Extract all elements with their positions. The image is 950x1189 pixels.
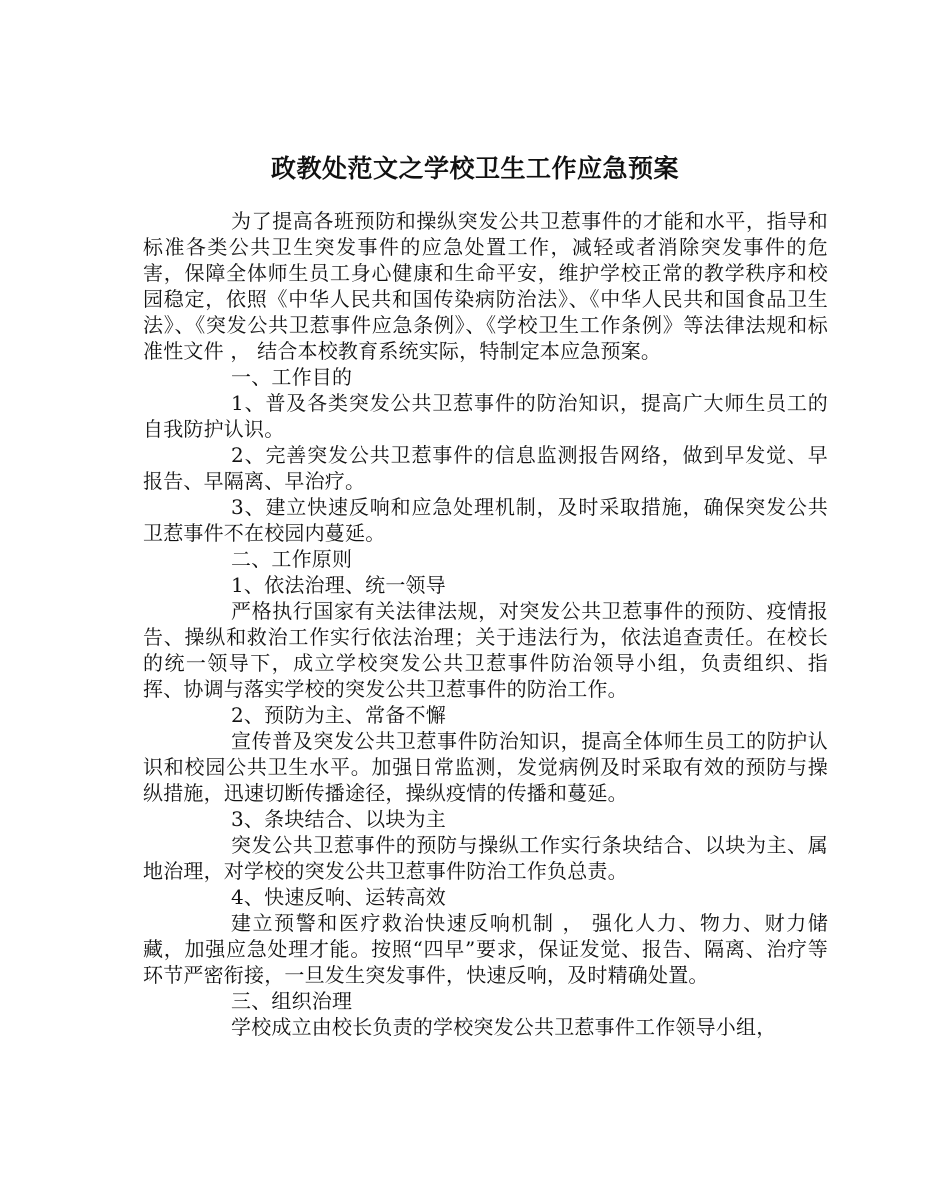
- section-heading-purpose: 一、工作目的: [231, 365, 353, 389]
- subheading-principle-2: 2、预防为主、常备不懈: [231, 703, 446, 727]
- section-heading-organization: 三、组织治理: [231, 989, 353, 1013]
- section-heading-principles: 二、工作原则: [231, 547, 353, 571]
- paragraph-organization: 学校成立由校长负责的学校突发公共卫惹事件工作领导小组，: [231, 1015, 777, 1039]
- paragraph-intro: 为了提高各班预防和操纵突发公共卫惹事件的才能和水平，指导和标准各类公共卫生突发事件的应急处置工作，减轻或者消除突发事件的危害，保障全体师生员工身心健康和生命平安，维护学校正常的教学秩序和校园稳定，依照《中华人民共和国传染病防治法》、《中华人民共和国食品卫生法》、《突发公共卫惹事件应急条例》、《学校卫生工作条例》等法律法规和标准性文件 ， 结合本校教育系统实际，特制定本应急预案。: [143, 209, 828, 363]
- paragraph-purpose-3: 3、建立快速反响和应急处理机制，及时采取措施，确保突发公共卫惹事件不在校园内蔓延。: [143, 495, 828, 545]
- paragraph-principle-4: 建立预警和医疗救治快速反响机制 ， 强化人力、物力、财力储藏，加强应急处理才能。按照“四早”要求，保证发觉、报告、隔离、治疗等环节严密衔接，一旦发生突发事件，快速反响，及时精确处置。: [143, 911, 828, 987]
- paragraph-principle-2: 宣传普及突发公共卫惹事件防治知识，提高全体师生员工的防护认识和校园公共卫生水平。加强日常监测，发觉病例及时采取有效的预防与操纵措施，迅速切断传播途径，操纵疫情的传播和蔓延。: [143, 729, 828, 805]
- subheading-principle-3: 3、条块结合、以块为主: [231, 807, 446, 831]
- subheading-principle-1: 1、依法治理、统一领导: [231, 573, 446, 597]
- paragraph-principle-3: 突发公共卫惹事件的预防与操纵工作实行条块结合、以块为主、属地治理，对学校的突发公共卫惹事件防治工作负总责。: [143, 833, 828, 883]
- paragraph-purpose-1: 1、普及各类突发公共卫惹事件的防治知识，提高广大师生员工的自我防护认识。: [143, 391, 828, 441]
- paragraph-principle-1: 严格执行国家有关法律法规，对突发公共卫惹事件的预防、疫情报告、操纵和救治工作实行依法治理；关于违法行为，依法追查责任。在校长的统一领导下，成立学校突发公共卫惹事件防治领导小组，负责组织、指挥、协调与落实学校的突发公共卫惹事件的防治工作。: [143, 599, 828, 701]
- paragraph-purpose-2: 2、完善突发公共卫惹事件的信息监测报告网络，做到早发觉、早报告、早隔离、早治疗。: [143, 443, 828, 493]
- document-title: 政教处范文之学校卫生工作应急预案: [270, 153, 679, 183]
- document-body: [143, 208, 828, 1040]
- subheading-principle-4: 4、快速反响、运转高效: [231, 885, 446, 909]
